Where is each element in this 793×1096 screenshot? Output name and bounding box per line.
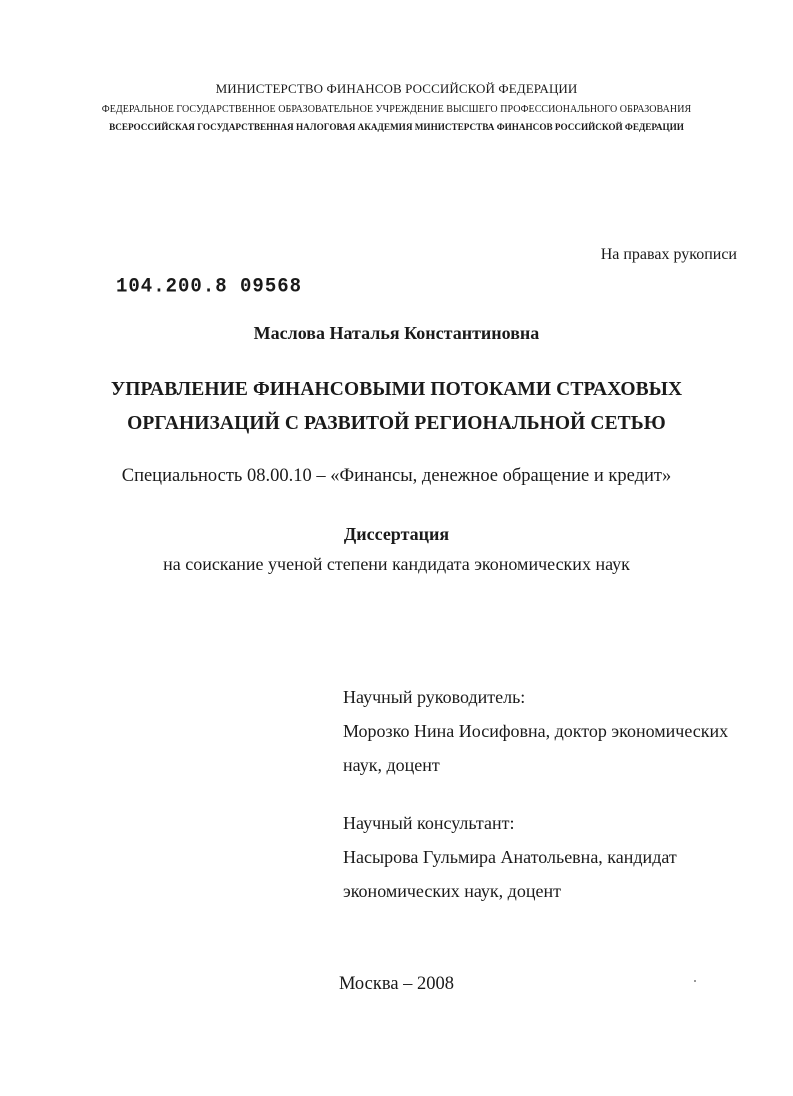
institution-header: ФЕДЕРАЛЬНОЕ ГОСУДАРСТВЕННОЕ ОБРАЗОВАТЕЛЬНОЕ УЧРЕЖДЕНИЕ ВЫСШЕГО ПРОФЕССИОНАЛЬНОГО ОБРАЗОВАНИЯ xyxy=(101,104,692,115)
supervisor-name: Морозко Нина Иосифовна, доктор экономических xyxy=(343,721,729,741)
consultant-title: экономических наук, доцент xyxy=(343,881,561,901)
title-line-1: УПРАВЛЕНИЕ ФИНАНСОВЫМИ ПОТОКАМИ СТРАХОВЫХ xyxy=(110,379,683,400)
supervisor-title: наук, доцент xyxy=(343,755,440,775)
supervisor-block xyxy=(343,680,728,782)
consultant-name: Насырова Гульмира Анатольевна, кандидат xyxy=(343,847,677,867)
consultant-label: Научный консультант: xyxy=(343,813,515,833)
degree-line: на соискание ученой степени кандидата экономических наук xyxy=(163,554,630,574)
consultant-block xyxy=(343,806,677,908)
document-type: Диссертация xyxy=(343,524,450,544)
academy-header: ВСЕРОССИЙСКАЯ ГОСУДАРСТВЕННАЯ НАЛОГОВАЯ АКАДЕМИЯ МИНИСТЕРСТВА ФИНАНСОВ РОССИЙСКОЙ ФЕДЕРАЦИИ xyxy=(109,122,684,132)
dissertation-title xyxy=(0,373,793,441)
supervisor-label: Научный руководитель: xyxy=(343,687,526,707)
scan-speck xyxy=(694,980,696,982)
author-name: Маслова Наталья Константиновна xyxy=(253,323,540,343)
ministry-header: МИНИСТЕРСТВО ФИНАНСОВ РОССИЙСКОЙ ФЕДЕРАЦИИ xyxy=(215,81,578,96)
title-line-2: ОРГАНИЗАЦИЙ С РАЗВИТОЙ РЕГИОНАЛЬНОЙ СЕТЬЮ xyxy=(127,413,666,434)
archive-stamp-code: 104.200.8 09568 xyxy=(116,274,303,298)
specialty: Специальность 08.00.10 – «Финансы, денежное обращение и кредит» xyxy=(121,466,672,486)
rights-note: На правах рукописи xyxy=(600,246,737,263)
city-year: Москва – 2008 xyxy=(338,974,455,994)
